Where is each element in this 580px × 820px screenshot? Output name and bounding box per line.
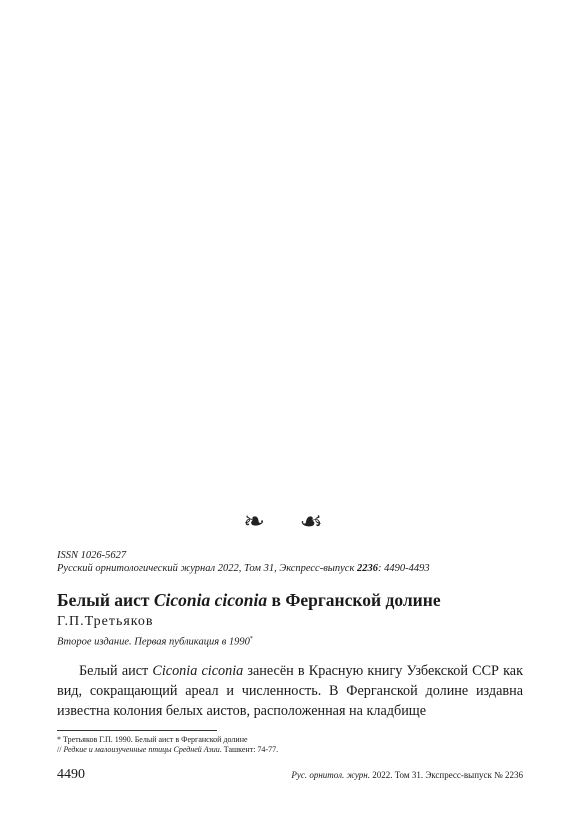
ornament-divider: ❧ ☙	[243, 507, 337, 536]
running-footer-issue: 2022. Том 31. Экспресс-выпуск № 2236	[369, 770, 523, 780]
running-footer	[291, 770, 523, 780]
edition-note	[57, 636, 253, 648]
body-paragraph	[57, 661, 523, 721]
issn: ISSN 1026-5627	[57, 550, 127, 561]
title-part-1: Белый аист	[57, 590, 154, 610]
running-footer-journal: Рус. орнитол. журн.	[291, 770, 370, 780]
footnote-2-suffix: . Ташкент: 74-77.	[219, 745, 279, 754]
footnote-1: * Третьяков Г.П. 1990. Белый аист в Ферганской долине	[57, 735, 248, 744]
issue-number: 2236	[357, 563, 378, 574]
footnote-2	[57, 745, 278, 755]
journal-citation-text: Русский орнитологический журнал 2022, Том 31, Экспресс-выпуск	[57, 563, 357, 574]
page-number: 4490	[57, 767, 85, 782]
page-range: : 4490-4493	[378, 563, 430, 574]
body-text-1: Белый аист	[79, 663, 153, 679]
title-part-2: в Ферганской долине	[267, 590, 441, 610]
footnote-mark: *	[249, 636, 253, 642]
title-latin-name: Ciconia ciconia	[153, 590, 268, 610]
article-body	[57, 661, 523, 721]
article-title	[57, 590, 441, 611]
journal-citation	[57, 562, 430, 575]
body-latin-name: Ciconia ciconia	[152, 663, 244, 679]
edition-text: Второе издание. Первая публикация в 1990	[57, 636, 250, 648]
body-text-2: занесён в Красную книгу Узбекской ССР как вид, сокращающий ареал и численность. В Ферганской долине издавна известна колония белых аистов, расположенная на кладбище	[57, 663, 523, 719]
footnote-divider	[57, 730, 217, 731]
footnote-2-source: Редкие и малоизученные птицы Средней Азии	[63, 745, 220, 754]
footnote-2-prefix: //	[57, 745, 64, 754]
author-name: Г.П.Третьяков	[57, 614, 154, 629]
